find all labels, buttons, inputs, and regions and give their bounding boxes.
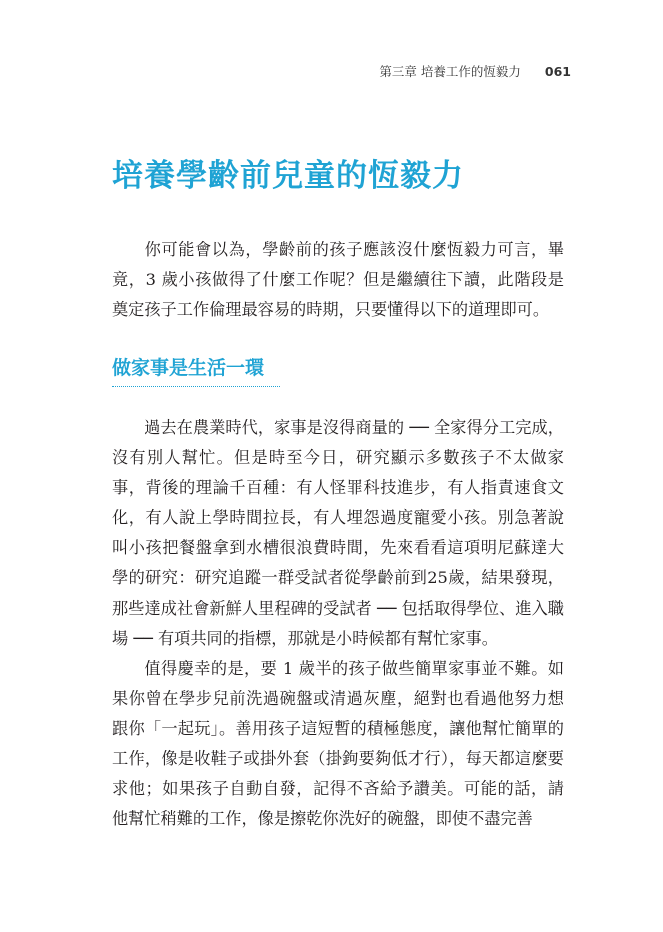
body-paragraph-text: 過去在農業時代，家事是沒得商量的 ── 全家得分工完成，沒有別人幫忙。但是時至今日，研究顯示多數孩子不太做家事，背後的理論千百種：有人怪罪科技進步，有人指責速食文化，有人說上學時間拉長，有人埋怨過度寵愛小孩。別急著說叫小孩把餐盤拿到水槽很浪費時間，先來看看這項明尼蘇達大學的研究：研究追蹤一群受試者從學齡前到25歲，結果發現，那些達成社會新鮮人里程碑的受試者 ── 包括取得學位、進入職場 ── 有項共同的指標，那就是小時候都有幫忙家事。 [112,418,564,648]
body-paragraph [112,654,564,835]
section-body [112,413,564,834]
section-divider [112,386,280,387]
intro-text: 你可能會以為，學齡前的孩子應該沒什麼恆毅力可言，畢竟，3 歲小孩做得了什麼工作呢？但是繼續往下讀，此階段是奠定孩子工作倫理最容易的時期，只要懂得以下的道理即可。 [112,240,564,320]
section-heading: 做家事是生活一環 [112,357,265,379]
body-paragraph-text: 值得慶幸的是，要 1 歲半的孩子做些簡單家事並不難。如果你曾在學步兒前洗過碗盤或清過灰塵，絕對也看過他努力想跟你「一起玩」。善用孩子這短暫的積極態度，讓他幫忙簡單的工作，像是收鞋子或掛外套（掛鉤要夠低才行），每天都這麼要求他；如果孩子自動自發，記得不吝給予讚美。可能的話，請他幫忙稍難的工作，像是擦乾你洗好的碗盤，即使不盡完善 [112,658,564,829]
chapter-title: 培養學齡前兒童的恆毅力 [112,158,464,194]
running-header [379,62,571,80]
intro-paragraph [112,235,564,325]
page-number: 061 [544,64,571,79]
chapter-label: 第三章 培養工作的恆毅力 [379,64,521,79]
body-paragraph [112,413,564,654]
